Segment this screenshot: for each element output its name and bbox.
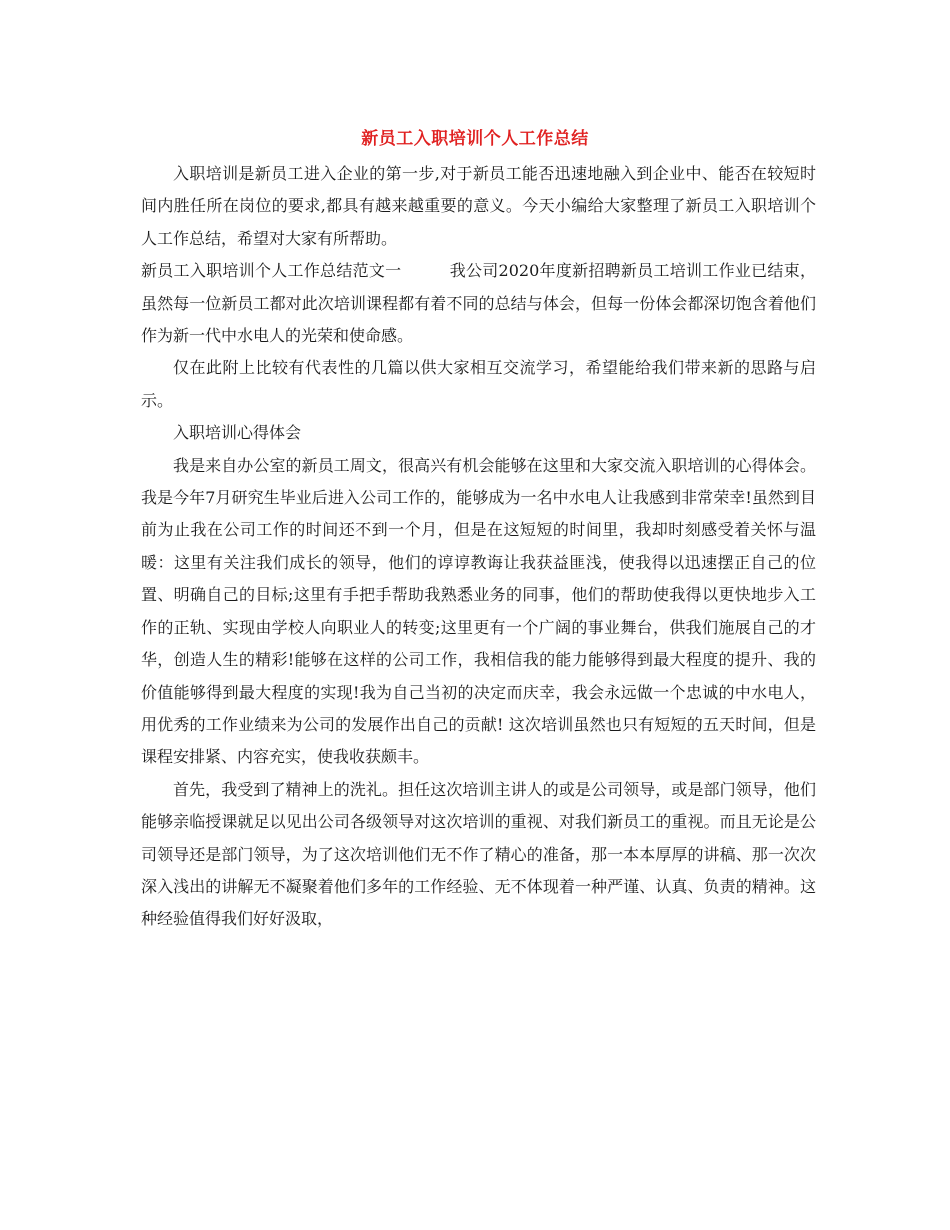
sample-heading: 新员工入职培训个人工作总结范文一 <box>141 261 402 281</box>
experience-paragraph: 我是来自办公室的新员工周文，很高兴有机会能够在这里和大家交流入职培训的心得体会。 我是今年7月研究生毕业后进入公司工作的，能够成为一名中水电人让我感到非常荣幸!虽然到目前为止我在公司工作的时间还不到一个月，但是在这短短的时间里，我却时刻感受着关怀与温暖：这里有关注我们成长的领导，他们的谆谆教诲让我获益匪浅，使我得以迅速摆正自己的位置、明确自己的目标;这里有手把手帮助我熟悉业务的同事，他们的帮助使我得以更快地步入工作的正轨、实现由学校人向职业人的转变;这里更有一个广阔的事业舞台，供我们施展自己的才华，创造人生的精彩!能够在这样的公司工作，我相信我的能力能够得到最大程度的提升、我的价值能够得到最大程度的实现!我为自己当初的决定而庆幸，我会永远做一个忠诚的中水电人，用优秀的工作业绩来为公司的发展作出自己的贡献! 这次培训虽然也只有短短的五天时间，但是课程安排紧、内容充实，使我收获颇丰。 <box>141 455 816 767</box>
sample-paragraph <box>141 255 816 352</box>
first-point-paragraph: 首先，我受到了精神上的洗礼。担任这次培训主讲人的或是公司领导，或是部门领导，他们能够亲临授课就足以见出公司各级领导对这次培训的重视、对我们新员工的重视。而且无论是公司领导还是部门领导，为了这次培训他们无不作了精心的准备，那一本本厚厚的讲稿、那一次次深入浅出的讲解无不凝聚着他们多年的工作经验、无不体现着一种严谨、认真、负责的精神。这种经验值得我们好好汲取， <box>141 779 816 929</box>
document-body <box>141 158 816 936</box>
share-paragraph: 仅在此附上比较有代表性的几篇以供大家相互交流学习，希望能给我们带来新的思路与启示。 <box>141 358 816 410</box>
subheading: 入职培训心得体会 <box>173 423 302 443</box>
document-title: 新员工入职培训个人工作总结 <box>361 129 589 149</box>
sample-text: 我公司2020年度新招聘新员工培训工作业已结束，虽然每一位新员工都对此次培训课程都有着不同的总结与体会，但每一份体会都深切饱含着他们作为新一代中水电人的光荣和使命感。 <box>141 261 816 346</box>
intro-paragraph: 入职培训是新员工进入企业的第一步,对于新员工能否迅速地融入到企业中、能否在较短时间内胜任所在岗位的要求,都具有越来越重要的意义。今天小编给大家整理了新员工入职培训个人工作总结，希望对大家有所帮助。 <box>141 164 816 248</box>
